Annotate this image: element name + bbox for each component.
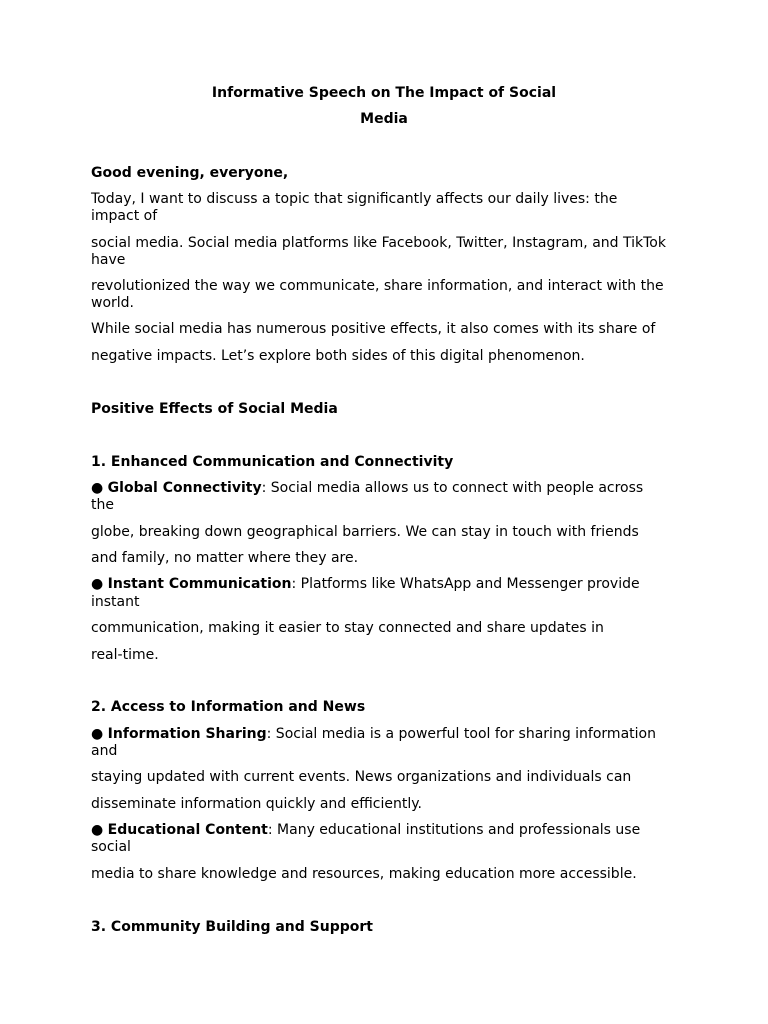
bullet-continuation-line: instant (91, 594, 140, 610)
bullet-continuation-line: the (91, 497, 114, 513)
bullet-term: Global Connectivity (107, 480, 262, 496)
bullet-text: : Social media is a powerful tool for sharing information (266, 726, 656, 742)
bullet-continuation-line: real-time. (91, 647, 159, 663)
positive-effects-heading: Positive Effects of Social Media (91, 401, 338, 417)
document-title-line-1: Informative Speech on The Impact of Social (211, 85, 557, 101)
bullet-continuation-line: disseminate information quickly and efficiently. (91, 796, 422, 812)
bullet-continuation-line: staying updated with current events. News organizations and individuals can (91, 769, 632, 785)
intro-line: world. (91, 295, 134, 311)
bullet-global-connectivity (91, 480, 691, 497)
bullet-marker: ● (91, 480, 104, 496)
bullet-marker: ● (91, 726, 104, 742)
intro-line: have (91, 252, 126, 268)
document-title-line-2: Media (360, 111, 408, 127)
bullet-instant-communication (91, 576, 691, 593)
bullet-information-sharing (91, 726, 691, 743)
intro-line: While social media has numerous positive effects, it also comes with its share of (91, 321, 656, 337)
bullet-educational-content (91, 822, 691, 839)
greeting: Good evening, everyone, (91, 165, 289, 181)
section-3-heading: 3. Community Building and Support (91, 919, 373, 935)
bullet-marker: ● (91, 576, 104, 592)
bullet-continuation-line: social (91, 839, 131, 855)
bullet-marker: ● (91, 822, 104, 838)
bullet-continuation-line: media to share knowledge and resources, making education more accessible. (91, 866, 637, 882)
bullet-text: : Many educational institutions and professionals use (267, 822, 641, 838)
bullet-text: : Social media allows us to connect with people across (261, 480, 644, 496)
intro-line: impact of (91, 208, 158, 224)
bullet-term: Educational Content (107, 822, 268, 838)
bullet-continuation-line: and (91, 743, 118, 759)
bullet-continuation-line: globe, breaking down geographical barriers. We can stay in touch with friends (91, 524, 639, 540)
section-2-heading: 2. Access to Information and News (91, 699, 366, 715)
bullet-term: Instant Communication (107, 576, 292, 592)
bullet-term: Information Sharing (107, 726, 267, 742)
bullet-continuation-line: and family, no matter where they are. (91, 550, 359, 566)
intro-line: negative impacts. Let’s explore both sides of this digital phenomenon. (91, 348, 585, 364)
intro-line: revolutionized the way we communicate, share information, and interact with the (91, 278, 664, 294)
bullet-text: : Platforms like WhatsApp and Messenger provide (291, 576, 640, 592)
bullet-continuation-line: communication, making it easier to stay connected and share updates in (91, 620, 604, 636)
intro-line: Today, I want to discuss a topic that significantly affects our daily lives: the (91, 191, 618, 207)
section-1-heading: 1. Enhanced Communication and Connectivity (91, 454, 454, 470)
intro-line: social media. Social media platforms like Facebook, Twitter, Instagram, and TikTok (91, 235, 666, 251)
